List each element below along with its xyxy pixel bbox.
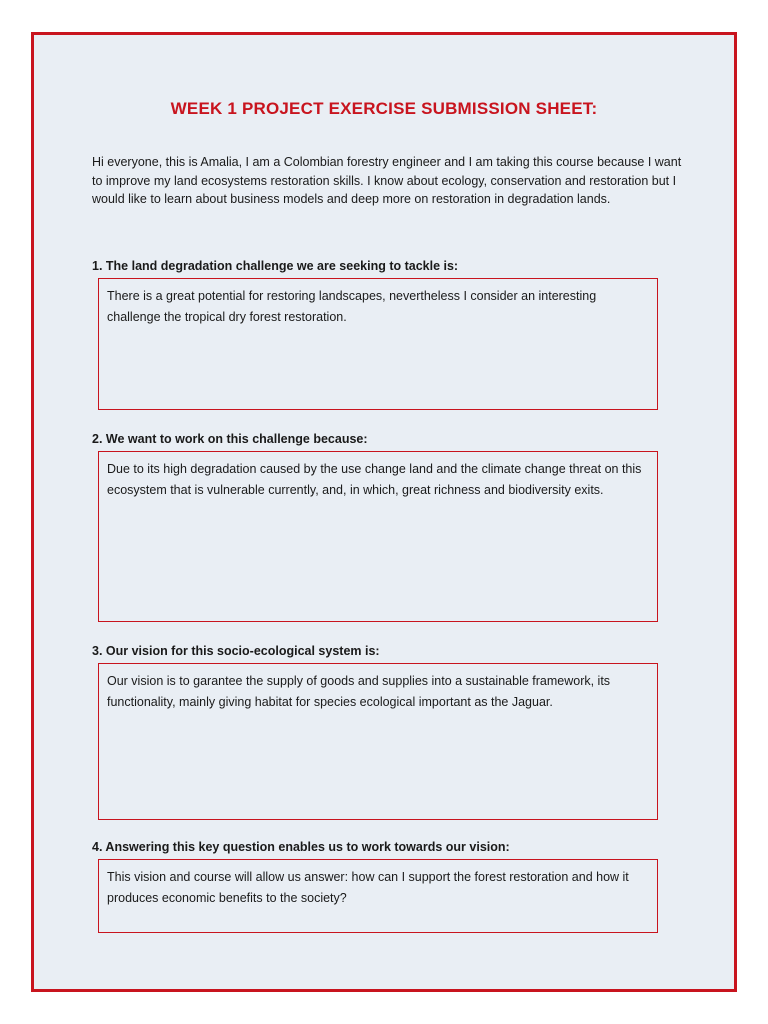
intro-paragraph: Hi everyone, this is Amalia, I am a Colombian forestry engineer and I am taking this course because I want to improve my land ecosystems restoration skills. I know about ecology, conservation and restoration but I would like to learn about business models and deep more on restoration in degradation lands. [92, 155, 682, 206]
answer-3-box[interactable]: Our vision is to garantee the supply of goods and supplies into a sustainable framework, its functionality, mainly giving habitat for species ecological important as the Jaguar. [98, 663, 658, 820]
page-title: WEEK 1 PROJECT EXERCISE SUBMISSION SHEET: [170, 99, 598, 118]
answer-2-box[interactable]: Due to its high degradation caused by the use change land and the climate change threat on this ecosystem that is vulnerable currently, and, in which, great richness and biodiversity exits. [98, 451, 658, 622]
question-2-label: 2. We want to work on this challenge because: [92, 432, 368, 446]
submission-sheet [31, 32, 737, 992]
question-1-label: 1. The land degradation challenge we are seeking to tackle is: [92, 259, 459, 273]
answer-4-box[interactable]: This vision and course will allow us answer: how can I support the forest restoration and how it produces economic benefits to the society? [98, 859, 658, 933]
answer-1-box[interactable]: There is a great potential for restoring landscapes, nevertheless I consider an interesting challenge the tropical dry forest restoration. [98, 278, 658, 410]
question-4-label: 4. Answering this key question enables us to work towards our vision: [92, 840, 510, 854]
question-3-label: 3. Our vision for this socio-ecological system is: [92, 644, 380, 658]
